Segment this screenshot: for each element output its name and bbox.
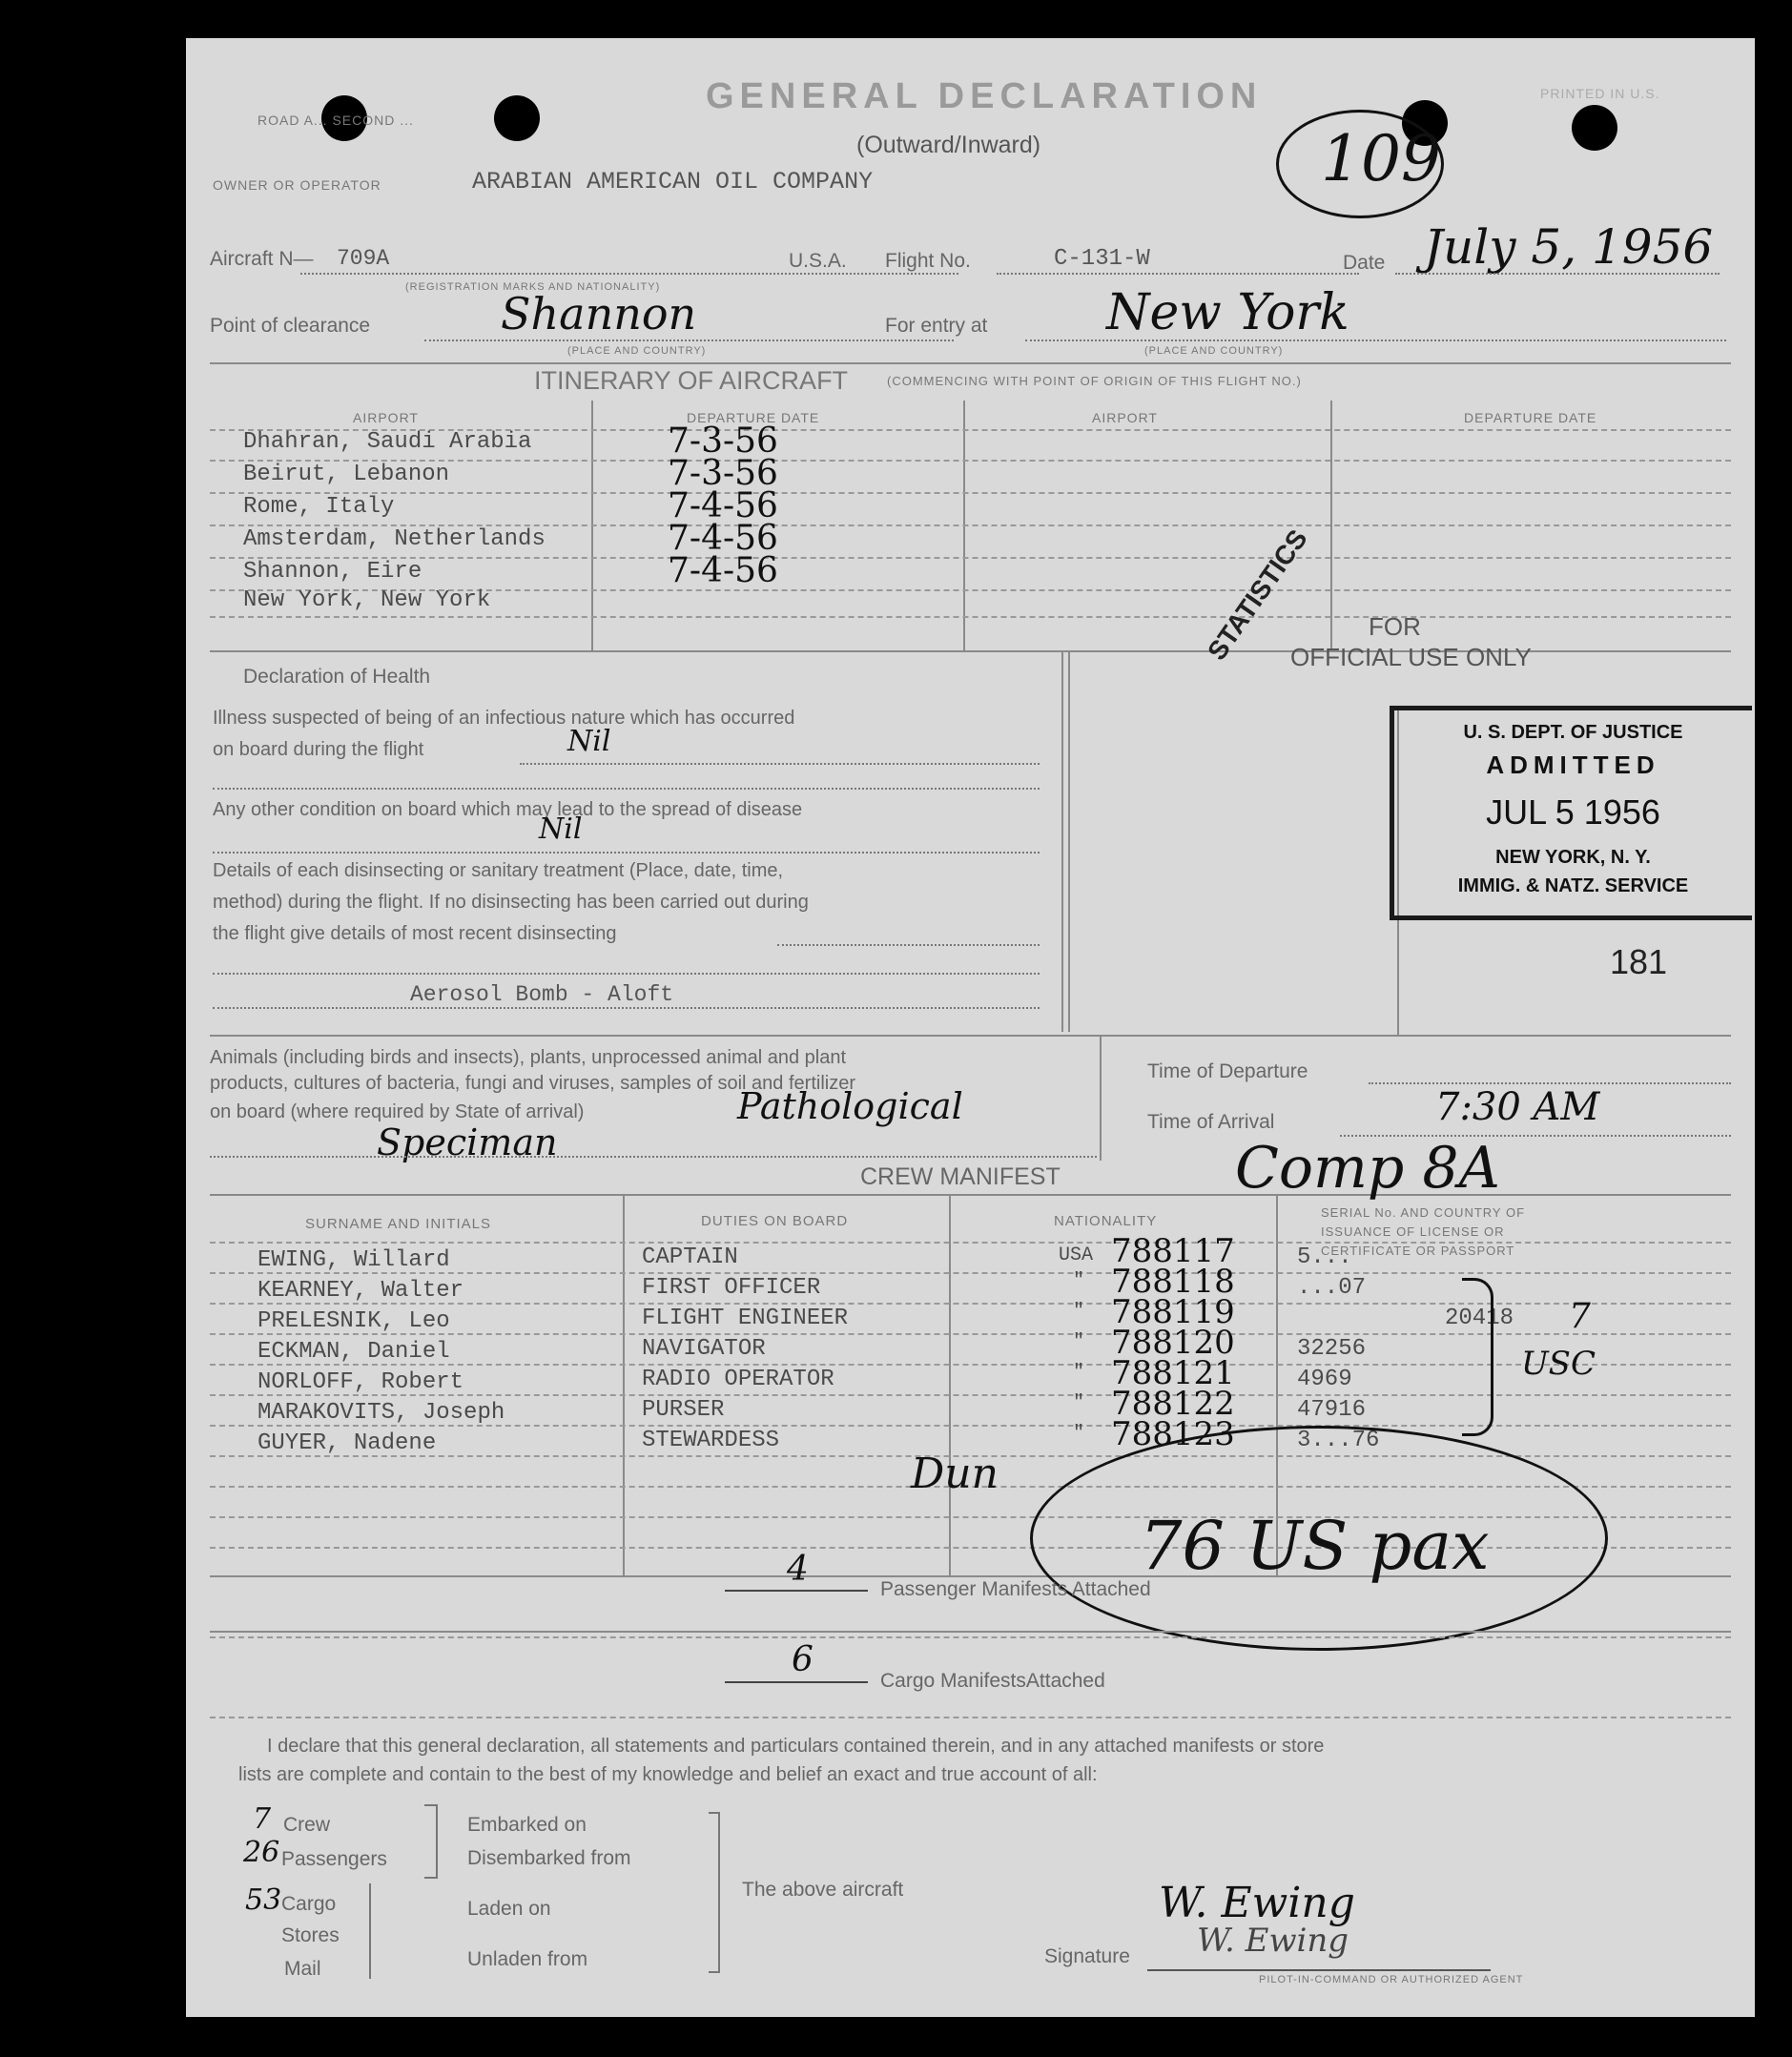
crew-duty: FIRST OFFICER — [642, 1275, 821, 1301]
entry-caption: (PLACE AND COUNTRY) — [1144, 345, 1284, 357]
crew-nationality: " — [1073, 1270, 1085, 1292]
crew-number: 788118 — [1111, 1263, 1235, 1301]
itinerary-date: 7-4-56 — [668, 519, 778, 558]
health-divider — [1068, 650, 1070, 1032]
departure-time-label: Time of Departure — [1147, 1060, 1308, 1082]
entry-value: New York — [1106, 284, 1349, 341]
official-for: FOR — [1369, 612, 1421, 641]
signature-label: Signature — [1044, 1945, 1130, 1967]
crew-certificate: 47916 — [1297, 1397, 1367, 1423]
cargo-label: Cargo — [281, 1893, 337, 1915]
health-q1-line2: on board during the flight — [213, 739, 424, 760]
crew-nationality: " — [1073, 1423, 1085, 1445]
crew-divider — [949, 1194, 951, 1575]
arrival-time-value: 7:30 AM — [1435, 1085, 1600, 1129]
answer-line — [777, 944, 1040, 946]
crew-certificate: 5... — [1297, 1244, 1352, 1270]
registration-caption: (REGISTRATION MARKS AND NATIONALITY) — [405, 281, 661, 293]
flight-no-value: C-131-W — [1054, 246, 1150, 272]
col-airport-2-label: AIRPORT — [1092, 410, 1158, 425]
entry-line — [1025, 339, 1726, 341]
crew-rule — [210, 1303, 1731, 1305]
place-caption: (PLACE AND COUNTRY) — [567, 345, 707, 357]
crew-duty: FLIGHT ENGINEER — [642, 1306, 849, 1331]
itinerary-date: 7-4-56 — [668, 486, 778, 525]
crew-nationality: " — [1073, 1301, 1085, 1323]
passengers-label: Passengers — [281, 1848, 387, 1870]
itinerary-date: 7-3-56 — [668, 422, 778, 461]
health-q2-answer: Nil — [539, 813, 583, 846]
statistics-stamp: STATISTICS — [1202, 524, 1313, 666]
col-departure-label: DEPARTURE DATE — [687, 410, 820, 425]
declaration-line1: I declare that this general declaration, all statements and particulars contained therein, and in any attached manifests or store — [267, 1736, 1325, 1757]
clearance-label: Point of clearance — [210, 315, 371, 337]
pax-note: 76 US pax — [1140, 1507, 1490, 1585]
answer-line — [213, 788, 1040, 790]
nationality-value: U.S.A. — [789, 250, 847, 272]
col-airport-label: AIRPORT — [353, 410, 419, 425]
crew-name: EWING, Willard — [257, 1247, 450, 1273]
date-line — [1395, 273, 1720, 275]
crew-number: 788123 — [1111, 1415, 1235, 1453]
printed-note: PRINTED IN U.S. — [1540, 86, 1660, 101]
entry-label: For entry at — [885, 315, 988, 337]
crew-rule — [210, 1242, 1731, 1244]
crew-number: 788122 — [1111, 1385, 1235, 1423]
clearance-value: Shannon — [501, 288, 697, 339]
laden-label: Laden on — [467, 1898, 551, 1920]
crew-rule — [210, 1333, 1731, 1335]
punch-hole — [494, 95, 540, 141]
crew-handwritten-note: Comp 8A — [1235, 1135, 1500, 1202]
crew-rule — [210, 1425, 1731, 1427]
answer-line — [213, 973, 1040, 975]
passengers-count: 26 — [243, 1836, 280, 1869]
cargo-manifest-label: Cargo ManifestsAttached — [880, 1670, 1105, 1692]
aircraft-brace — [709, 1812, 720, 1973]
health-heading: Declaration of Health — [243, 666, 431, 688]
crew-certificate: 20418 — [1445, 1306, 1514, 1331]
crew-number: 788119 — [1111, 1293, 1235, 1331]
health-q1-answer: Nil — [567, 725, 611, 758]
itinerary-top-rule — [210, 362, 1731, 364]
flight-no-label: Flight No. — [885, 250, 971, 272]
crew-duty: STEWARDESS — [642, 1428, 780, 1453]
unladen-label: Unladen from — [467, 1948, 588, 1970]
mail-label: Mail — [284, 1958, 321, 1980]
animals-answer-2: Speciman — [377, 1121, 558, 1163]
passenger-count-line — [725, 1590, 868, 1592]
crew-top-rule — [210, 1194, 1731, 1196]
crew-nationality: " — [1073, 1392, 1085, 1414]
signature-caption: PILOT-IN-COMMAND OR AUTHORIZED AGENT — [1259, 1974, 1524, 1985]
crew-label: Crew — [283, 1814, 331, 1836]
signature-line — [1147, 1969, 1491, 1971]
animals-line1: Animals (including birds and insects), plants, unprocessed animal and plant — [210, 1047, 847, 1068]
crew-certificate: 3...76 — [1297, 1428, 1380, 1453]
crew-name: KEARNEY, Walter — [257, 1278, 464, 1304]
circled-number: 109 — [1321, 122, 1441, 195]
col-departure-2-label: DEPARTURE DATE — [1464, 410, 1597, 425]
itinerary-heading: ITINERARY OF AIRCRAFT — [534, 366, 849, 395]
aircraft-value: 709A — [337, 246, 390, 271]
crew-rule — [210, 1272, 1731, 1274]
clearance-line — [424, 339, 954, 341]
stores-label: Stores — [281, 1924, 340, 1946]
crew-name: GUYER, Nadene — [257, 1430, 437, 1456]
arrival-time-label: Time of Arrival — [1147, 1111, 1275, 1133]
health-q3-answer: Aerosol Bomb - Aloft — [410, 982, 674, 1007]
crew-bracket — [1462, 1278, 1493, 1436]
form-title: GENERAL DECLARATION — [706, 76, 1263, 116]
crew-pax-brace — [424, 1804, 438, 1879]
itinerary-heading-note: (COMMENCING WITH POINT OF ORIGIN OF THIS FLIGHT NO.) — [887, 374, 1302, 388]
col-nationality-label: NATIONALITY — [1054, 1213, 1158, 1229]
stamp-city: NEW YORK, N. Y. — [1495, 847, 1651, 868]
crew-name: PRELESNIK, Leo — [257, 1308, 450, 1334]
stamp-date: JUL 5 1956 — [1486, 792, 1660, 832]
col-duties-label: DUTIES ON BOARD — [701, 1213, 849, 1229]
animals-divider — [1100, 1035, 1102, 1161]
crew-heading: CREW MANIFEST — [860, 1163, 1061, 1190]
animals-answer-1: Pathological — [737, 1085, 963, 1127]
itinerary-airport: Rome, Italy — [243, 494, 395, 520]
passenger-manifest-label: Passenger Manifests Attached — [880, 1578, 1151, 1600]
crew-initials: Dun — [911, 1450, 999, 1498]
manifest-rule — [210, 1636, 1731, 1638]
animals-line2: products, cultures of bacteria, fungi and viruses, samples of soil and fertilizer — [210, 1073, 855, 1094]
col-certificate-label: SERIAL No. AND COUNTRY OF ISSUANCE OF LICENSE OR CERTIFICATE OR PASSPORT — [1321, 1205, 1526, 1258]
date-label: Date — [1343, 252, 1386, 274]
itinerary-date: 7-4-56 — [668, 551, 778, 590]
crew-count: 7 — [253, 1802, 272, 1836]
stamp-number: 181 — [1610, 942, 1668, 981]
aircraft-label: Aircraft N— — [210, 248, 314, 270]
flight-no-line — [997, 273, 1359, 275]
itinerary-airport: Shannon, Eire — [243, 559, 422, 585]
health-q1-line1: Illness suspected of being of an infectious nature which has occurred — [213, 708, 795, 729]
passenger-manifest-count: 4 — [787, 1550, 809, 1589]
itinerary-date: 7-3-56 — [668, 454, 778, 493]
crew-duty: NAVIGATOR — [642, 1336, 766, 1362]
cargo-manifest-count: 6 — [792, 1640, 814, 1679]
crew-number: 788121 — [1111, 1354, 1235, 1392]
itinerary-rule — [210, 557, 1731, 559]
crew-duty: RADIO OPERATOR — [642, 1367, 834, 1392]
crew-number: 788117 — [1111, 1232, 1235, 1270]
manifest-rule — [210, 1717, 1731, 1718]
crew-duty: PURSER — [642, 1397, 725, 1423]
crew-duty: CAPTAIN — [642, 1244, 738, 1270]
above-aircraft-label: The above aircraft — [742, 1879, 904, 1901]
manifest-rule — [210, 1631, 1731, 1633]
cargo-brace — [360, 1883, 371, 1979]
stamp-service: IMMIG. & NATZ. SERVICE — [1457, 875, 1689, 896]
cargo-count-line — [725, 1681, 868, 1683]
embarked-label: Embarked on — [467, 1814, 587, 1836]
crew-name: ECKMAN, Daniel — [257, 1339, 450, 1365]
col-surname-label: SURNAME AND INITIALS — [305, 1216, 492, 1232]
itinerary-airport: Beirut, Lebanon — [243, 462, 450, 487]
aircraft-line — [300, 273, 958, 275]
itinerary-airport: Amsterdam, Netherlands — [243, 526, 546, 552]
stamp-admitted: ADMITTED — [1486, 751, 1660, 779]
road-note: ROAD A... SECOND ... — [257, 113, 414, 128]
crew-name: NORLOFF, Robert — [257, 1369, 464, 1395]
crew-certificate: 32256 — [1297, 1336, 1367, 1362]
owner-value: ARABIAN AMERICAN OIL COMPANY — [472, 168, 874, 195]
answer-line — [213, 852, 1040, 854]
itinerary-rule — [210, 492, 1731, 494]
answer-line — [213, 1007, 1040, 1009]
form-subtitle: (Outward/Inward) — [856, 132, 1041, 158]
crew-number: 788120 — [1111, 1324, 1235, 1362]
crew-side-note-2: USC — [1521, 1345, 1596, 1383]
stamp-dept: U. S. DEPT. OF JUSTICE — [1463, 722, 1683, 743]
animals-line3: on board (where required by State of arrival) — [210, 1101, 585, 1122]
declaration-line2: lists are complete and contain to the best of my knowledge and belief an exact and true account of all: — [238, 1764, 1098, 1785]
signature-value-2: W. Ewing — [1197, 1922, 1349, 1960]
crew-certificate: 4969 — [1297, 1367, 1352, 1392]
itinerary-airport: Dhahran, Saudi Arabia — [243, 429, 532, 455]
crew-nationality: " — [1073, 1331, 1085, 1353]
crew-name: MARAKOVITS, Joseph — [257, 1400, 505, 1426]
disembarked-label: Disembarked from — [467, 1847, 631, 1869]
answer-line — [520, 763, 1040, 765]
health-q3-line2: method) during the flight. If no disinsecting has been carried out during — [213, 892, 809, 913]
admitted-stamp — [1390, 706, 1752, 920]
official-use-only: OFFICIAL USE ONLY — [1290, 643, 1532, 671]
answer-line — [210, 1156, 1097, 1158]
crew-rule — [210, 1364, 1731, 1366]
crew-nationality: " — [1073, 1362, 1085, 1384]
health-divider — [1061, 650, 1063, 1032]
health-q2: Any other condition on board which may lead to the spread of disease — [213, 799, 803, 820]
crew-rule — [210, 1394, 1731, 1396]
declaration-form — [186, 38, 1755, 2017]
crew-certificate: ...07 — [1297, 1275, 1367, 1301]
owner-label: OWNER OR OPERATOR — [213, 177, 381, 193]
crew-side-note-1: 7 — [1569, 1297, 1591, 1336]
crew-nationality: USA — [1059, 1244, 1094, 1266]
itinerary-airport: New York, New York — [243, 587, 491, 613]
cargo-count: 53 — [245, 1883, 282, 1917]
animals-top-rule — [210, 1035, 1731, 1037]
punch-hole — [1572, 105, 1617, 151]
health-q3-line1: Details of each disinsecting or sanitary treatment (Place, date, time, — [213, 860, 784, 881]
signature-value: W. Ewing — [1159, 1879, 1355, 1927]
crew-divider — [623, 1194, 625, 1575]
time-line — [1369, 1082, 1731, 1084]
health-q3-line3: the flight give details of most recent disinsecting — [213, 923, 617, 944]
itinerary-rule — [210, 616, 1731, 618]
date-value: July 5, 1956 — [1424, 219, 1714, 275]
